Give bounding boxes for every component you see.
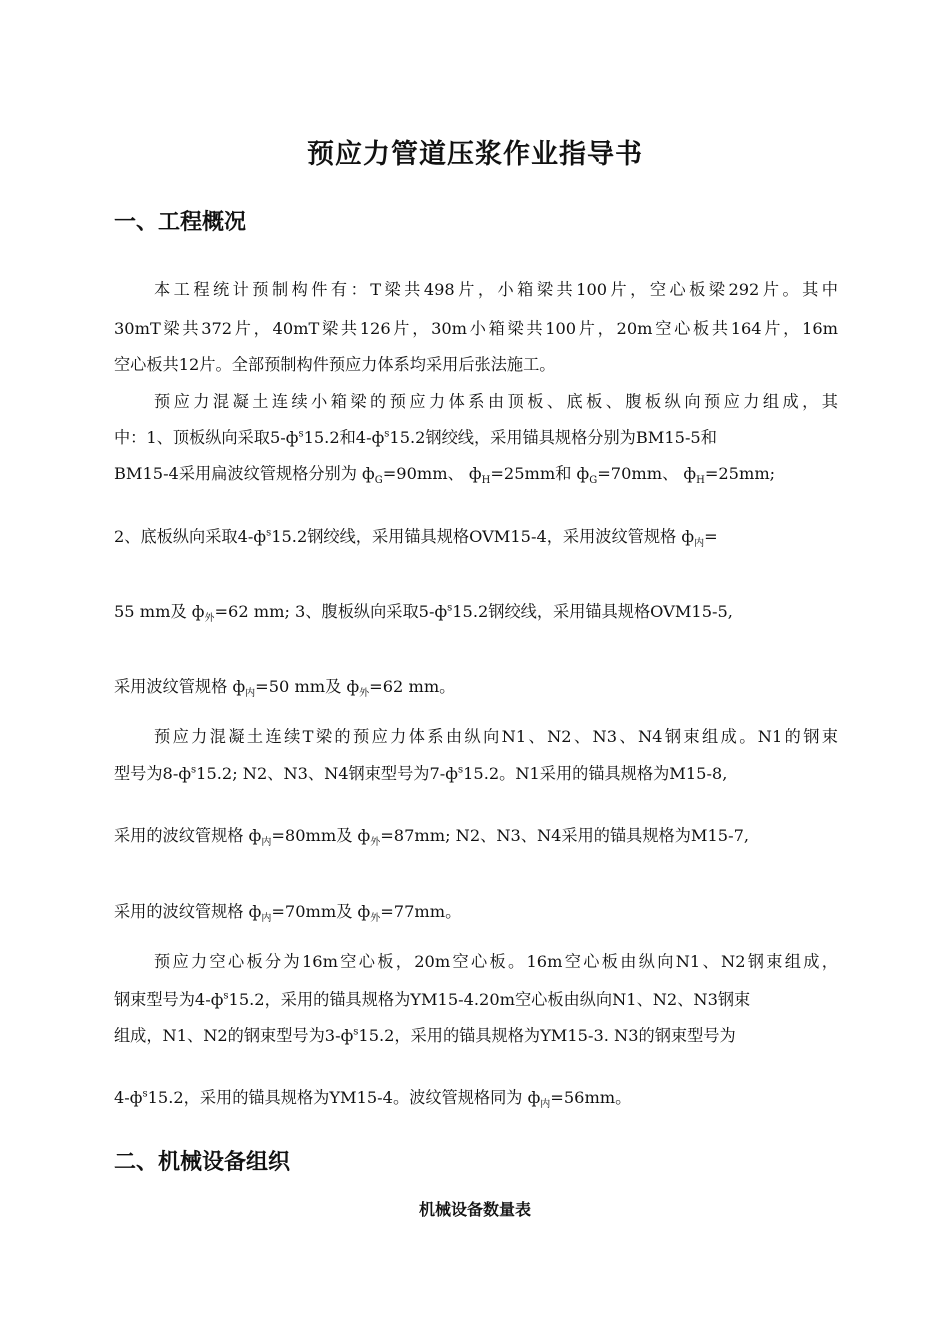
superscript: s [223, 990, 229, 1002]
subscript: 外 [359, 688, 370, 700]
text-run: 中：1、顶板纵向采取5-ф [114, 428, 299, 447]
paragraph-line [114, 986, 838, 1010]
text-run: 15.2，采用的锚具规格为YM15-4。波纹管规格同为 ф [147, 1088, 541, 1107]
superscript: s [457, 764, 464, 776]
paragraph-line [114, 424, 838, 448]
text-run: 4-ф [114, 1088, 143, 1107]
text-run: =77mm。 [380, 902, 462, 921]
text-run: 55 mm及 ф [114, 602, 205, 621]
paragraph-line: 空心板共12片。全部预制构件预应力体系均采用后张法施工。 [114, 355, 556, 374]
subscript: 内 [540, 1099, 551, 1111]
superscript: s [191, 764, 197, 776]
superscript: s [266, 527, 272, 539]
subscript: 外 [370, 913, 381, 925]
paragraph-line [114, 460, 838, 487]
text-run: =62 mm; 3、腹板纵向采取5-ф [214, 602, 448, 621]
paragraph-line: 30mT梁共372片，40mT梁共126片，30m小箱梁共100片，20m空心板共164片，16m [114, 319, 838, 338]
text-run: =25mm; [704, 464, 776, 483]
text-run: BM15-4采用扁波纹管规格分别为 ф [114, 464, 375, 483]
text-run: 组成，N1、N2的钢束型号为3-ф [114, 1026, 354, 1045]
subscript: G [374, 475, 383, 487]
subscript: 外 [370, 837, 381, 849]
paragraph-line: 预应力混凝土连续T梁的预应力体系由纵向N1、N2、N3、N4钢束组成。N1的钢束 [154, 727, 838, 746]
subscript: G [589, 475, 598, 487]
paragraph-line: 预应力空心板分为16m空心板，20m空心板。16m空心板由纵向N1、N2钢束组成， [154, 952, 838, 971]
text-run: 采用的波纹管规格 ф [114, 826, 262, 845]
subscript: 内 [245, 688, 256, 700]
text-run: 2、底板纵向采取4-ф [114, 527, 267, 546]
text-run: =50 mm及 ф [255, 677, 360, 696]
paragraph-line: 预应力混凝土连续小箱梁的预应力体系由顶板、底板、腹板纵向预应力组成，其 [154, 392, 838, 411]
table-caption: 机械设备数量表 [418, 1200, 531, 1219]
subscript: 内 [261, 837, 272, 849]
text-run: 15.2; N2、N3、N4钢束型号为7-ф [196, 764, 458, 783]
subscript: 外 [204, 613, 215, 625]
text-run: 采用的波纹管规格 ф [114, 902, 262, 921]
text-run: 15.2，采用的锚具规格为YM15-3. N3的钢束型号为 [358, 1026, 736, 1045]
text-run: 钢束型号为4-ф [114, 990, 224, 1009]
section-heading-overview: 一、工程概况 [114, 210, 247, 235]
text-run: =70mm及 ф [271, 902, 371, 921]
text-run: 型号为8-ф [114, 764, 192, 783]
text-run: 15.2，采用的锚具规格为YM15-4.20m空心板由纵向N1、N2、N3钢束 [228, 990, 751, 1009]
text-run: 15.2钢绞线，采用锚具规格分别为BM15-5和 [389, 428, 717, 447]
text-run: 15.2和4-ф [303, 428, 385, 447]
paragraph-line [114, 822, 838, 849]
text-run: = [704, 527, 718, 546]
superscript: s [447, 602, 453, 614]
paragraph-line [114, 760, 838, 784]
document-title: 预应力管道压浆作业指导书 [307, 139, 643, 170]
text-run: =87mm; N2、N3、N4采用的锚具规格为M15-7, [380, 826, 750, 845]
text-run: =80mm及 ф [271, 826, 371, 845]
text-run: 15.2钢绞线，采用锚具规格OVM15-4，采用波纹管规格 ф [271, 527, 695, 546]
paragraph-line [114, 673, 838, 700]
paragraph-line [114, 598, 838, 625]
text-run: 15.2。N1采用的锚具规格为M15-8, [463, 764, 728, 783]
paragraph-line: 本工程统计预制构件有：T梁共498片，小箱梁共100片，空心板梁292片。其中 [154, 280, 838, 299]
text-run: 15.2钢绞线，采用锚具规格OVM15-5, [452, 602, 733, 621]
subscript: 内 [261, 913, 272, 925]
text-run: =62 mm。 [369, 677, 456, 696]
text-run: 采用波纹管规格 ф [114, 677, 246, 696]
superscript: s [298, 428, 304, 440]
superscript: s [384, 428, 390, 440]
text-run: =70mm、 ф [597, 464, 697, 483]
text-run: =90mm、 ф [382, 464, 482, 483]
subscript: 内 [694, 538, 705, 550]
section-heading-equipment: 二、机械设备组织 [114, 1150, 291, 1175]
paragraph-line [114, 523, 838, 550]
paragraph-line [114, 1084, 838, 1111]
subscript: H [481, 475, 491, 487]
superscript: s [142, 1088, 148, 1100]
paragraph-line [114, 1022, 838, 1046]
subscript: H [696, 475, 705, 487]
paragraph-line [114, 898, 838, 925]
text-run: =25mm和 ф [490, 464, 590, 483]
superscript: s [353, 1026, 359, 1038]
text-run: =56mm。 [550, 1088, 632, 1107]
